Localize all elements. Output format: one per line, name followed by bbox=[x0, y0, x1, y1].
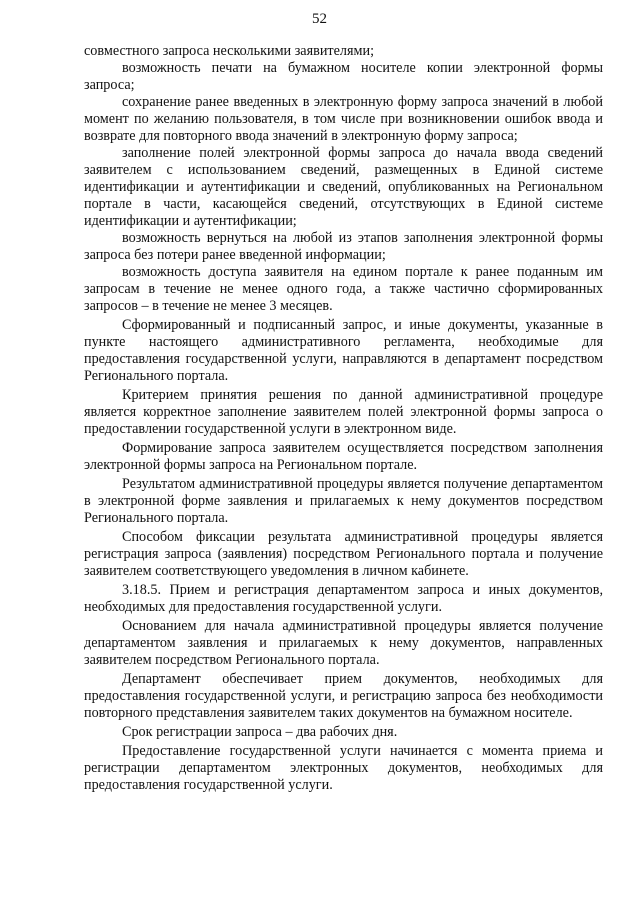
document-body bbox=[84, 43, 603, 794]
paragraph: заполнение полей электронной формы запроса до начала ввода сведений заявителем с использованием сведений, размещенных в Единой системе идентификации и аутентификации и сведений, опубликованных на Региональном портале в части, касающейся сведений, отсутствующих в Единой системе идентификации и аутентификации; bbox=[84, 145, 603, 229]
paragraph: Основанием для начала административной процедуры является получение департаментом заявления и прилагаемых к нему документов, направленных заявителем посредством Регионального портала. bbox=[84, 618, 603, 668]
section-heading: 3.18.5. Прием и регистрация департаментом запроса и иных документов, необходимых для предоставления государственной услуги. bbox=[84, 582, 603, 615]
paragraph: Сформированный и подписанный запрос, и иные документы, указанные в пункте настоящего административного регламента, необходимые для предоставления государственной услуги, направляются в департамент посредством Регионального портала. bbox=[84, 317, 603, 384]
paragraph: возможность вернуться на любой из этапов заполнения электронной формы запроса без потери ранее введенной информации; bbox=[84, 230, 603, 263]
page-number: 52 bbox=[312, 11, 327, 27]
paragraph: Формирование запроса заявителем осуществляется посредством заполнения электронной формы запроса на Региональном портале. bbox=[84, 440, 603, 473]
paragraph: Срок регистрации запроса – два рабочих дня. bbox=[122, 724, 398, 740]
paragraph: Результатом административной процедуры является получение департаментом в электронной форме заявления и прилагаемых к нему документов посредством Регионального портала. bbox=[84, 476, 603, 526]
paragraph: возможность доступа заявителя на едином портале к ранее поданным им запросам в течение не менее одного года, а также частично сформированных запросов – в течение не менее 3 месяцев. bbox=[84, 264, 603, 314]
paragraph: возможность печати на бумажном носителе копии электронной формы запроса; bbox=[84, 60, 603, 93]
paragraph: Предоставление государственной услуги начинается с момента приема и регистрации департаментом электронных документов, необходимых для предоставления государственной услуги. bbox=[84, 743, 603, 793]
paragraph: Департамент обеспечивает прием документов, необходимых для предоставления государственной услуги, и регистрацию запроса без необходимости повторного представления заявителем таких документов на бумажном носителе. bbox=[84, 671, 603, 721]
paragraph: совместного запроса несколькими заявителями; bbox=[84, 43, 375, 59]
paragraph: Способом фиксации результата административной процедуры является регистрация запроса (заявления) посредством Регионального портала и получение заявителем соответствующего уведомления в личном кабинете. bbox=[84, 529, 603, 579]
paragraph: сохранение ранее введенных в электронную форму запроса значений в любой момент по желанию пользователя, в том числе при возникновении ошибок ввода и возврате для повторного ввода значений в электронную форму запроса; bbox=[84, 94, 603, 144]
paragraph: Критерием принятия решения по данной административной процедуре является корректное заполнение заявителем полей электронной формы запроса о предоставлении государственной услуги в электронном виде. bbox=[84, 387, 603, 437]
